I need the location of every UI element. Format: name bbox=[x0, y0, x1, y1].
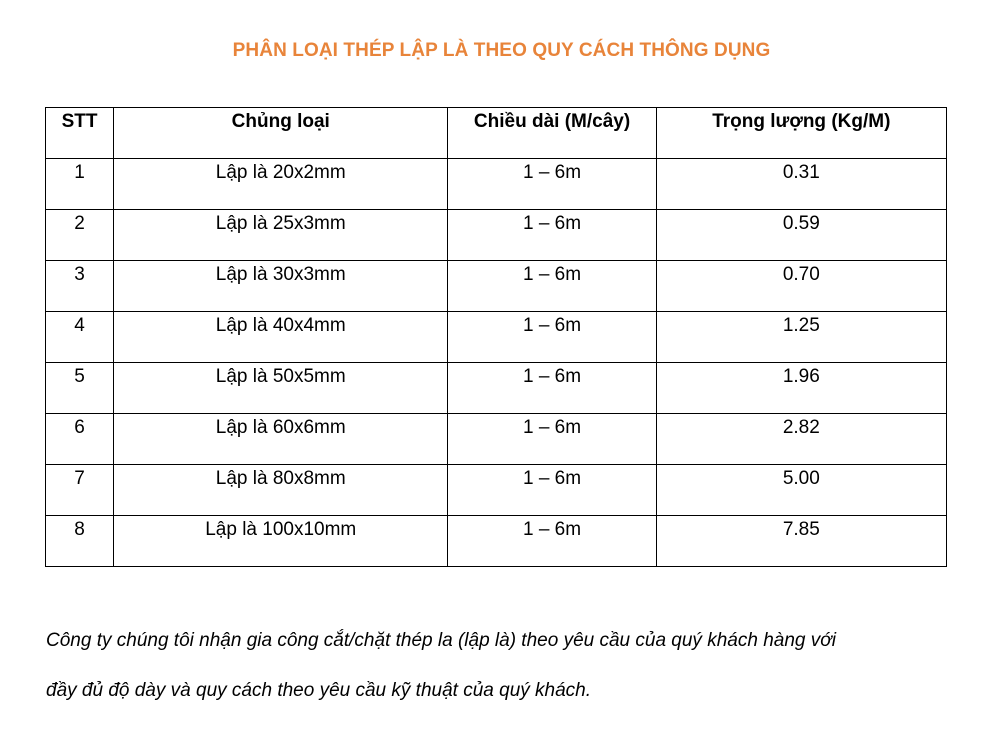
cell-stt: 3 bbox=[46, 261, 114, 312]
cell-weight: 0.59 bbox=[656, 210, 946, 261]
cell-weight: 7.85 bbox=[656, 516, 946, 567]
cell-stt: 4 bbox=[46, 312, 114, 363]
steel-spec-table bbox=[45, 107, 947, 567]
cell-type: Lập là 25x3mm bbox=[114, 210, 448, 261]
table-row bbox=[46, 312, 947, 363]
cell-weight: 0.70 bbox=[656, 261, 946, 312]
cell-type: Lập là 60x6mm bbox=[114, 414, 448, 465]
table-row bbox=[46, 414, 947, 465]
table-row bbox=[46, 210, 947, 261]
table-row bbox=[46, 465, 947, 516]
table-row bbox=[46, 261, 947, 312]
cell-weight: 1.96 bbox=[656, 363, 946, 414]
table-row bbox=[46, 363, 947, 414]
cell-weight: 2.82 bbox=[656, 414, 946, 465]
cell-type: Lập là 20x2mm bbox=[114, 159, 448, 210]
cell-type: Lập là 30x3mm bbox=[114, 261, 448, 312]
cell-stt: 2 bbox=[46, 210, 114, 261]
table-row bbox=[46, 159, 947, 210]
header-length: Chiều dài (M/cây) bbox=[448, 108, 656, 159]
cell-type: Lập là 100x10mm bbox=[114, 516, 448, 567]
header-type: Chủng loại bbox=[114, 108, 448, 159]
cell-length: 1 – 6m bbox=[448, 414, 656, 465]
cell-stt: 8 bbox=[46, 516, 114, 567]
cell-weight: 0.31 bbox=[656, 159, 946, 210]
cell-stt: 1 bbox=[46, 159, 114, 210]
header-weight: Trọng lượng (Kg/M) bbox=[656, 108, 946, 159]
table-row bbox=[46, 516, 947, 567]
cell-length: 1 – 6m bbox=[448, 159, 656, 210]
cell-length: 1 – 6m bbox=[448, 363, 656, 414]
service-note-line-1: Công ty chúng tôi nhận gia công cắt/chặt thép la (lập là) theo yêu cầu của quý khách hàng với bbox=[46, 630, 836, 651]
header-stt: STT bbox=[46, 108, 114, 159]
cell-length: 1 – 6m bbox=[448, 465, 656, 516]
cell-stt: 6 bbox=[46, 414, 114, 465]
table-header-row bbox=[46, 108, 947, 159]
service-note-line-2: đầy đủ độ dày và quy cách theo yêu cầu kỹ thuật của quý khách. bbox=[46, 680, 592, 701]
cell-length: 1 – 6m bbox=[448, 312, 656, 363]
cell-stt: 5 bbox=[46, 363, 114, 414]
cell-type: Lập là 80x8mm bbox=[114, 465, 448, 516]
cell-length: 1 – 6m bbox=[448, 261, 656, 312]
cell-type: Lập là 40x4mm bbox=[114, 312, 448, 363]
document-title: PHÂN LOẠI THÉP LẬP LÀ THEO QUY CÁCH THÔNG DỤNG bbox=[232, 40, 771, 61]
cell-weight: 5.00 bbox=[656, 465, 946, 516]
cell-length: 1 – 6m bbox=[448, 516, 656, 567]
cell-stt: 7 bbox=[46, 465, 114, 516]
cell-type: Lập là 50x5mm bbox=[114, 363, 448, 414]
cell-weight: 1.25 bbox=[656, 312, 946, 363]
cell-length: 1 – 6m bbox=[448, 210, 656, 261]
